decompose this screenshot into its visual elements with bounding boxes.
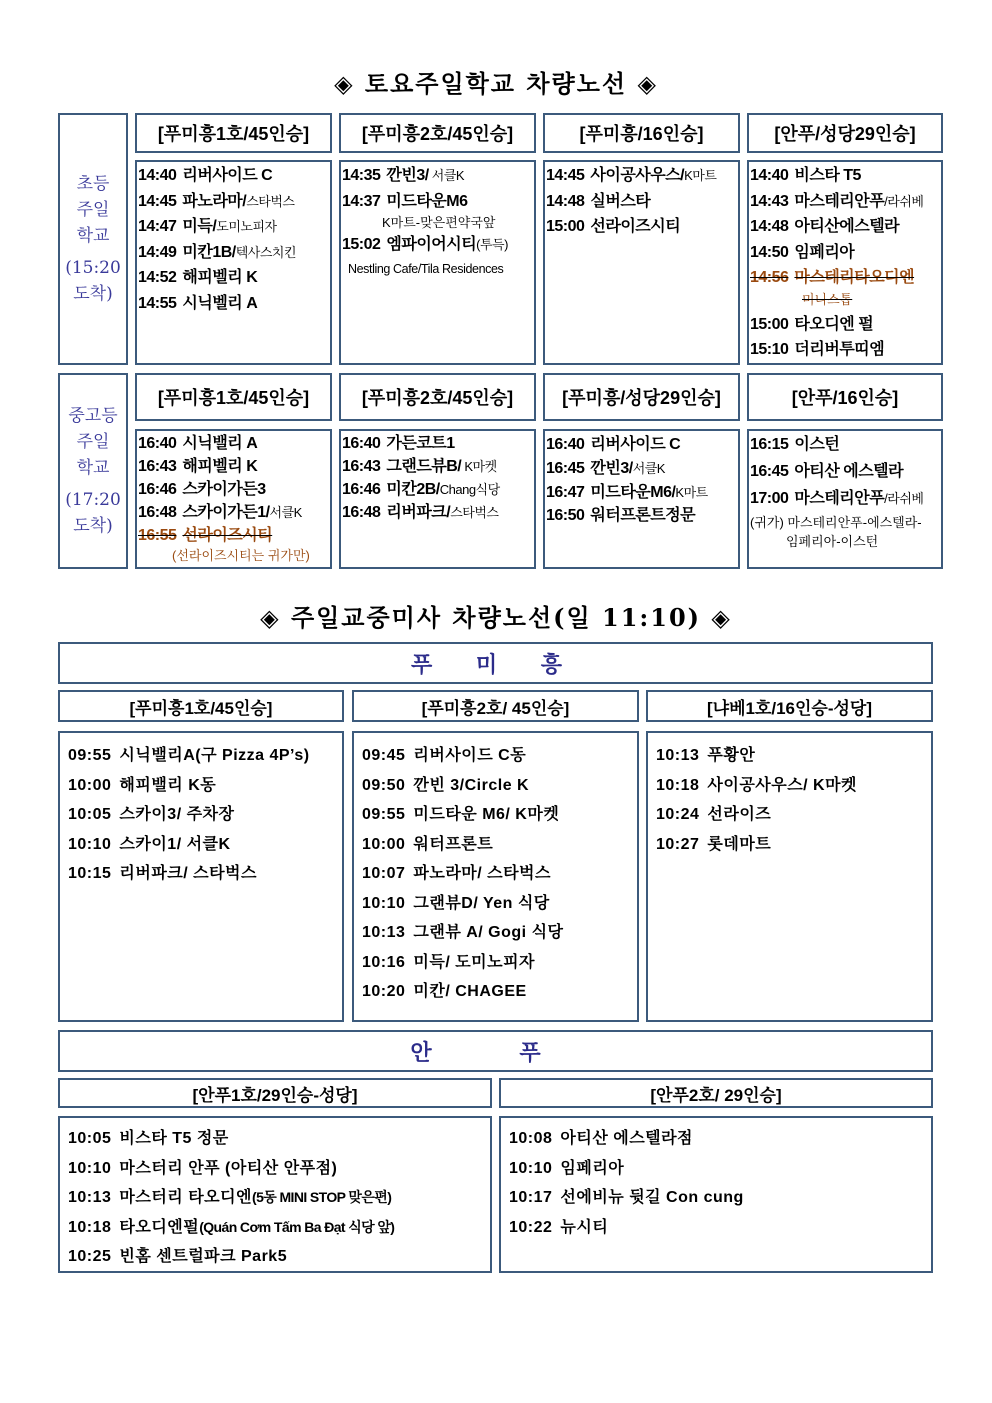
stop-place: 선라이즈시티 — [182, 527, 273, 544]
bus-header: [푸미흥1호/45인승] — [58, 690, 344, 722]
stop-row — [138, 214, 330, 240]
stop-row — [362, 859, 637, 889]
stop-row — [546, 163, 738, 189]
stop-place: 타오디엔 펄 — [794, 315, 874, 333]
stop-row — [342, 189, 534, 215]
stop-time: 16:43 — [342, 458, 381, 475]
stop-time: 10:20 — [362, 983, 406, 1000]
stop-row — [362, 977, 637, 1007]
stop-detail: K마켓 — [461, 459, 497, 474]
stop-place: 미드타운M6 — [386, 192, 468, 210]
stop-row — [68, 859, 342, 889]
stop-row — [750, 189, 941, 215]
stop-row — [750, 163, 941, 189]
stop-time: 14:50 — [750, 243, 789, 261]
stop-place: 미칸2B/ — [386, 481, 440, 498]
bus-header: [푸미흥2호/45인승] — [339, 373, 536, 421]
stop-detail: K마트 — [675, 485, 708, 500]
bus-stop-list — [543, 429, 740, 569]
stop-row — [656, 771, 931, 801]
stop-time: 10:00 — [362, 835, 406, 853]
stop-row — [546, 457, 738, 481]
stop-time: 16:45 — [546, 460, 585, 477]
stop-place: 파노라마/ 스타벅스 — [413, 865, 551, 882]
stop-time: 10:10 — [68, 835, 112, 853]
stop-time: 14:45 — [546, 167, 585, 184]
stop-time: 10:07 — [362, 865, 406, 882]
stop-place: 임페리아 — [560, 1159, 625, 1177]
stop-time: 16:48 — [342, 504, 381, 521]
stop-row — [750, 312, 941, 338]
stop-row — [509, 1213, 931, 1243]
stop-row — [509, 1124, 931, 1154]
stop-detail: K마트 — [684, 168, 717, 183]
stop-place: 아티산에스텔라 — [794, 218, 900, 235]
stop-detail: 도미노피자 — [216, 219, 277, 234]
stop-time: 14:47 — [138, 218, 177, 235]
stop-place: 뉴시티 — [560, 1218, 609, 1236]
stop-time: 15:02 — [342, 236, 381, 253]
stop-time: 14:56 — [750, 269, 789, 286]
bus-header: [안푸2호/ 29인승] — [499, 1078, 933, 1108]
label-line: 학교 — [76, 226, 110, 246]
stop-row — [546, 214, 738, 240]
stop-row — [656, 741, 931, 771]
stop-time: 14:48 — [546, 192, 585, 210]
bus-header: [냐베1호/16인승-성당] — [646, 690, 933, 722]
stop-place: 타오디엔펄 — [119, 1218, 200, 1236]
label-line: 도착) — [73, 284, 113, 304]
stop-row — [138, 189, 330, 215]
stop-time: 16:15 — [750, 436, 789, 453]
stop-row — [362, 830, 637, 860]
stop-place: 마스테리안푸 — [794, 490, 885, 507]
stop-place: 마스테리타오디엔 — [794, 269, 915, 286]
stop-place: 리버파크/ 스타벅스 — [119, 865, 257, 882]
stop-place: 미칸1B/ — [182, 243, 236, 261]
stop-place: 깐빈3/ — [590, 460, 633, 477]
stop-time: 16:45 — [750, 463, 789, 480]
stop-place: 시닉벨리 A — [182, 294, 258, 312]
stop-detail: /라쉬베 — [884, 491, 924, 506]
stop-row — [68, 1183, 490, 1213]
stop-time: 14:49 — [138, 243, 177, 261]
stop-time: 10:13 — [68, 1189, 112, 1206]
stop-time: 10:16 — [362, 953, 406, 971]
stop-time: 16:40 — [138, 435, 177, 452]
cancelled-stop-row — [138, 524, 330, 547]
stop-time: 14:52 — [138, 269, 177, 286]
stop-row — [68, 1124, 490, 1154]
stop-time: 10:08 — [509, 1130, 553, 1147]
stop-place: 롯데마트 — [707, 835, 772, 853]
bus-header: [푸미흥2호/ 45인승] — [352, 690, 639, 722]
stop-place: 비스타 T5 — [794, 167, 861, 184]
stop-time: 14:35 — [342, 167, 381, 184]
stop-row — [362, 918, 637, 948]
stop-row — [68, 800, 342, 830]
stop-row — [750, 432, 941, 458]
stop-time: 17:00 — [750, 490, 789, 507]
stop-place: 실버스타 — [590, 192, 651, 210]
secondary-label — [58, 373, 128, 569]
stop-place: 미득/ — [182, 218, 217, 235]
stop-row — [362, 889, 637, 919]
stop-place: 엠파이어시티 — [386, 236, 477, 253]
stop-time: 09:50 — [362, 776, 406, 794]
stop-place: 미드타운 M6/ K마켓 — [413, 806, 560, 823]
stop-note: Nestling Cafe/Tila Residences — [348, 261, 504, 276]
stop-row — [68, 1213, 490, 1243]
label-line: 주일 — [76, 200, 110, 220]
stop-row — [750, 240, 941, 266]
stop-row — [68, 830, 342, 860]
stop-place: 스카이3/ 주차장 — [119, 806, 235, 823]
stop-place: 마스테리안푸 — [794, 192, 885, 210]
stop-place: 리버사이드 C동 — [413, 747, 527, 764]
stop-row — [138, 163, 330, 189]
stop-time: 10:17 — [509, 1189, 553, 1206]
stop-detail: (Quán Cơm Tấm Ba Đạt 식당 앞) — [199, 1218, 395, 1235]
stop-time: 10:25 — [68, 1248, 112, 1265]
stop-detail: 서클K — [428, 168, 465, 183]
stop-place: 아티산 에스텔라 — [794, 463, 904, 480]
stop-row — [342, 478, 534, 501]
stop-time: 14:45 — [138, 192, 177, 210]
bus-stop-list — [339, 429, 536, 569]
label-line: 중고등 — [68, 406, 118, 426]
stop-time: 10:18 — [656, 776, 700, 794]
stop-place: 해피벨리 K — [182, 269, 258, 286]
stop-note: 임페리아-이스턴 — [786, 534, 879, 549]
label-line: (17:20 — [65, 490, 121, 510]
stop-time: 16:43 — [138, 458, 177, 475]
stop-time: 16:40 — [342, 435, 381, 452]
stop-time: 09:55 — [68, 747, 112, 764]
stop-time: 16:47 — [546, 484, 585, 501]
stop-row — [138, 501, 330, 524]
bus-stop-list — [747, 160, 943, 365]
stop-detail: 스타벅스 — [246, 193, 295, 209]
stop-row — [546, 432, 738, 457]
stop-row — [509, 1183, 931, 1213]
stop-place: 그랜드뷰B/ — [386, 458, 462, 475]
stop-row — [342, 232, 534, 258]
stop-time: 10:24 — [656, 806, 700, 823]
stop-time: 16:55 — [138, 527, 177, 544]
label-line: 학교 — [76, 458, 110, 478]
stop-detail: /라쉬베 — [884, 193, 924, 209]
cancelled-stop-sub: 미니스톱 — [802, 291, 853, 307]
stop-row — [138, 240, 330, 266]
stop-time: 10:10 — [68, 1159, 112, 1177]
bus-header: [푸미흥1호/45인승] — [135, 113, 332, 153]
stop-row — [138, 291, 330, 317]
bus-stop-list — [747, 429, 943, 569]
stop-note: (귀가) 마스테리안푸-에스텔라- — [750, 515, 922, 530]
label-line: 초등 — [76, 174, 110, 194]
stop-time: 10:27 — [656, 835, 700, 853]
stop-place: 스카이1/ 서클K — [119, 835, 231, 853]
bus-header: [안푸1호/29인승-성당] — [58, 1078, 492, 1108]
stop-place: 시닉밸리A(구 Pizza 4P’s) — [119, 747, 310, 764]
stop-detail: Chang식당 — [439, 482, 500, 497]
stop-place: 그랜뷰D/ Yen 식당 — [413, 894, 550, 912]
stop-detail: (5동 MINI STOP 맞은편) — [252, 1189, 392, 1205]
stop-row — [362, 948, 637, 978]
stop-place: 빈홈 센트럴파크 Park5 — [119, 1248, 288, 1265]
bus-stop-list — [58, 731, 344, 1022]
stop-detail: 서클K — [269, 505, 302, 520]
stop-place: 스카이가든3 — [182, 481, 266, 498]
stop-time: 14:55 — [138, 294, 177, 312]
stop-time: 10:05 — [68, 806, 112, 823]
stop-time: 14:43 — [750, 192, 789, 210]
stop-row — [546, 189, 738, 215]
stop-time: 09:45 — [362, 747, 406, 764]
stop-row — [138, 478, 330, 501]
stop-time: 10:22 — [509, 1218, 553, 1236]
section-header-phumyhung: 푸 미 흥 — [58, 642, 933, 684]
stop-place: 시닉밸리 A — [182, 435, 258, 452]
stop-place: 아티산 에스텔라점 — [560, 1130, 694, 1147]
stop-row — [509, 1154, 931, 1184]
label-line: (15:20 — [65, 258, 121, 278]
stop-time: 16:40 — [546, 436, 585, 453]
sunday-title: ◈ 주일교중미사 차량노선(일 11:10) ◈ — [260, 603, 732, 632]
stop-place: 깐빈3/ — [386, 167, 429, 184]
stop-place: 리버사이드 C — [590, 436, 681, 453]
stop-row — [362, 771, 637, 801]
stop-place: 푸황안 — [707, 747, 756, 764]
stop-place: 스카이가든1/ — [182, 504, 270, 521]
stop-time: 16:50 — [546, 507, 585, 524]
stop-detail: 스타벅스 — [450, 505, 499, 520]
stop-place: 가든코트1 — [386, 435, 455, 452]
bus-stop-list — [135, 429, 332, 569]
label-line: 도착) — [73, 516, 113, 536]
stop-time: 10:00 — [68, 776, 112, 794]
stop-detail: (투득) — [476, 237, 508, 252]
stop-time: 16:48 — [138, 504, 177, 521]
stop-time: 10:10 — [509, 1159, 553, 1177]
stop-place: 선라이즈시티 — [590, 218, 681, 235]
stop-place: 미드타운M6/ — [590, 484, 676, 501]
cancelled-stop-row — [750, 265, 941, 291]
stop-time: 15:00 — [546, 218, 585, 235]
stop-place: 더리버투띠엠 — [794, 341, 885, 358]
stop-row — [750, 485, 941, 513]
saturday-title: ◈ 토요주일학교 차량노선 ◈ — [334, 69, 658, 98]
stop-detail: 서클K — [632, 461, 665, 476]
stop-row — [546, 481, 738, 504]
stop-note: K마트-맞은편약국앞 — [382, 215, 496, 230]
bus-header: [푸미흥/16인승] — [543, 113, 740, 153]
bus-header: [푸미흥2호/45인승] — [339, 113, 536, 153]
stop-time: 10:13 — [656, 747, 700, 764]
elementary-label — [58, 113, 128, 365]
stop-row — [68, 741, 342, 771]
stop-time: 10:13 — [362, 924, 406, 941]
stop-detail: 텍사스치킨 — [235, 244, 297, 260]
stop-row — [656, 830, 931, 860]
stop-row — [362, 800, 637, 830]
stop-note: (선라이즈시티는 귀가만) — [172, 548, 310, 563]
stop-place: 비스타 T5 정문 — [119, 1130, 229, 1147]
stop-place: 임페리아 — [794, 243, 855, 261]
bus-stop-list — [352, 731, 639, 1022]
stop-time: 14:37 — [342, 192, 381, 210]
stop-row — [546, 504, 738, 527]
stop-row — [362, 741, 637, 771]
bus-header: [푸미흥/성당29인승] — [543, 373, 740, 421]
bus-stop-list — [646, 731, 933, 1022]
stop-row — [342, 432, 534, 455]
stop-row — [750, 337, 941, 363]
stop-place: 마스터리 타오디엔 — [119, 1189, 253, 1206]
stop-place: 선라이즈 — [707, 806, 772, 823]
stop-place: 마스터리 안푸 (아티산 안푸점) — [119, 1159, 338, 1177]
stop-row — [68, 1242, 490, 1272]
bus-stop-list — [543, 160, 740, 365]
stop-place: 깐빈 3/Circle K — [413, 776, 530, 794]
stop-row — [750, 458, 941, 485]
bus-stop-list — [339, 160, 536, 365]
stop-row — [750, 214, 941, 240]
bus-header: [안푸/성당29인승] — [747, 113, 943, 153]
stop-place: 파노라마/ — [182, 192, 247, 210]
stop-row — [342, 455, 534, 478]
stop-time: 16:46 — [342, 481, 381, 498]
stop-place: 미득/ 도미노피자 — [413, 953, 536, 971]
stop-place: 해피벨리 K — [182, 458, 258, 475]
stop-row — [656, 800, 931, 830]
bus-header: [푸미흥1호/45인승] — [135, 373, 332, 421]
stop-row — [138, 265, 330, 291]
stop-time: 15:10 — [750, 341, 789, 358]
stop-time: 14:48 — [750, 218, 789, 235]
bus-stop-list — [58, 1116, 492, 1273]
stop-row — [68, 1154, 490, 1184]
stop-time: 09:55 — [362, 806, 406, 823]
stop-time: 15:00 — [750, 315, 789, 333]
stop-time: 16:46 — [138, 481, 177, 498]
stop-time: 14:40 — [750, 167, 789, 184]
bus-stop-list — [499, 1116, 933, 1273]
stop-time: 10:15 — [68, 865, 112, 882]
stop-place: 해피밸리 K동 — [119, 776, 217, 794]
stop-place: 사이공사우스/ — [590, 167, 685, 184]
stop-place: 워터프론트 — [413, 835, 494, 853]
stop-place: 미칸/ CHAGEE — [413, 983, 527, 1000]
stop-time: 10:05 — [68, 1130, 112, 1147]
stop-place: 이스턴 — [794, 436, 840, 453]
stop-place: 사이공사우스/ K마켓 — [707, 776, 858, 794]
stop-time: 10:18 — [68, 1218, 112, 1236]
stop-place: 선에비뉴 뒷길 Con cung — [560, 1189, 744, 1206]
bus-header: [안푸/16인승] — [747, 373, 943, 421]
stop-time: 14:40 — [138, 167, 177, 184]
stop-time: 10:10 — [362, 894, 406, 912]
stop-place: 그랜뷰 A/ Gogi 식당 — [413, 924, 564, 941]
stop-place: 리버사이드 C — [182, 167, 273, 184]
stop-place: 워터프론트정문 — [590, 507, 696, 524]
stop-row — [68, 771, 342, 801]
stop-row — [138, 432, 330, 455]
bus-stop-list — [135, 160, 332, 365]
section-header-anphu: 안 푸 — [58, 1030, 933, 1072]
stop-row — [342, 501, 534, 524]
stop-place: 리버파크/ — [386, 504, 451, 521]
label-line: 주일 — [76, 432, 110, 452]
stop-row — [138, 455, 330, 478]
stop-row — [342, 163, 534, 189]
